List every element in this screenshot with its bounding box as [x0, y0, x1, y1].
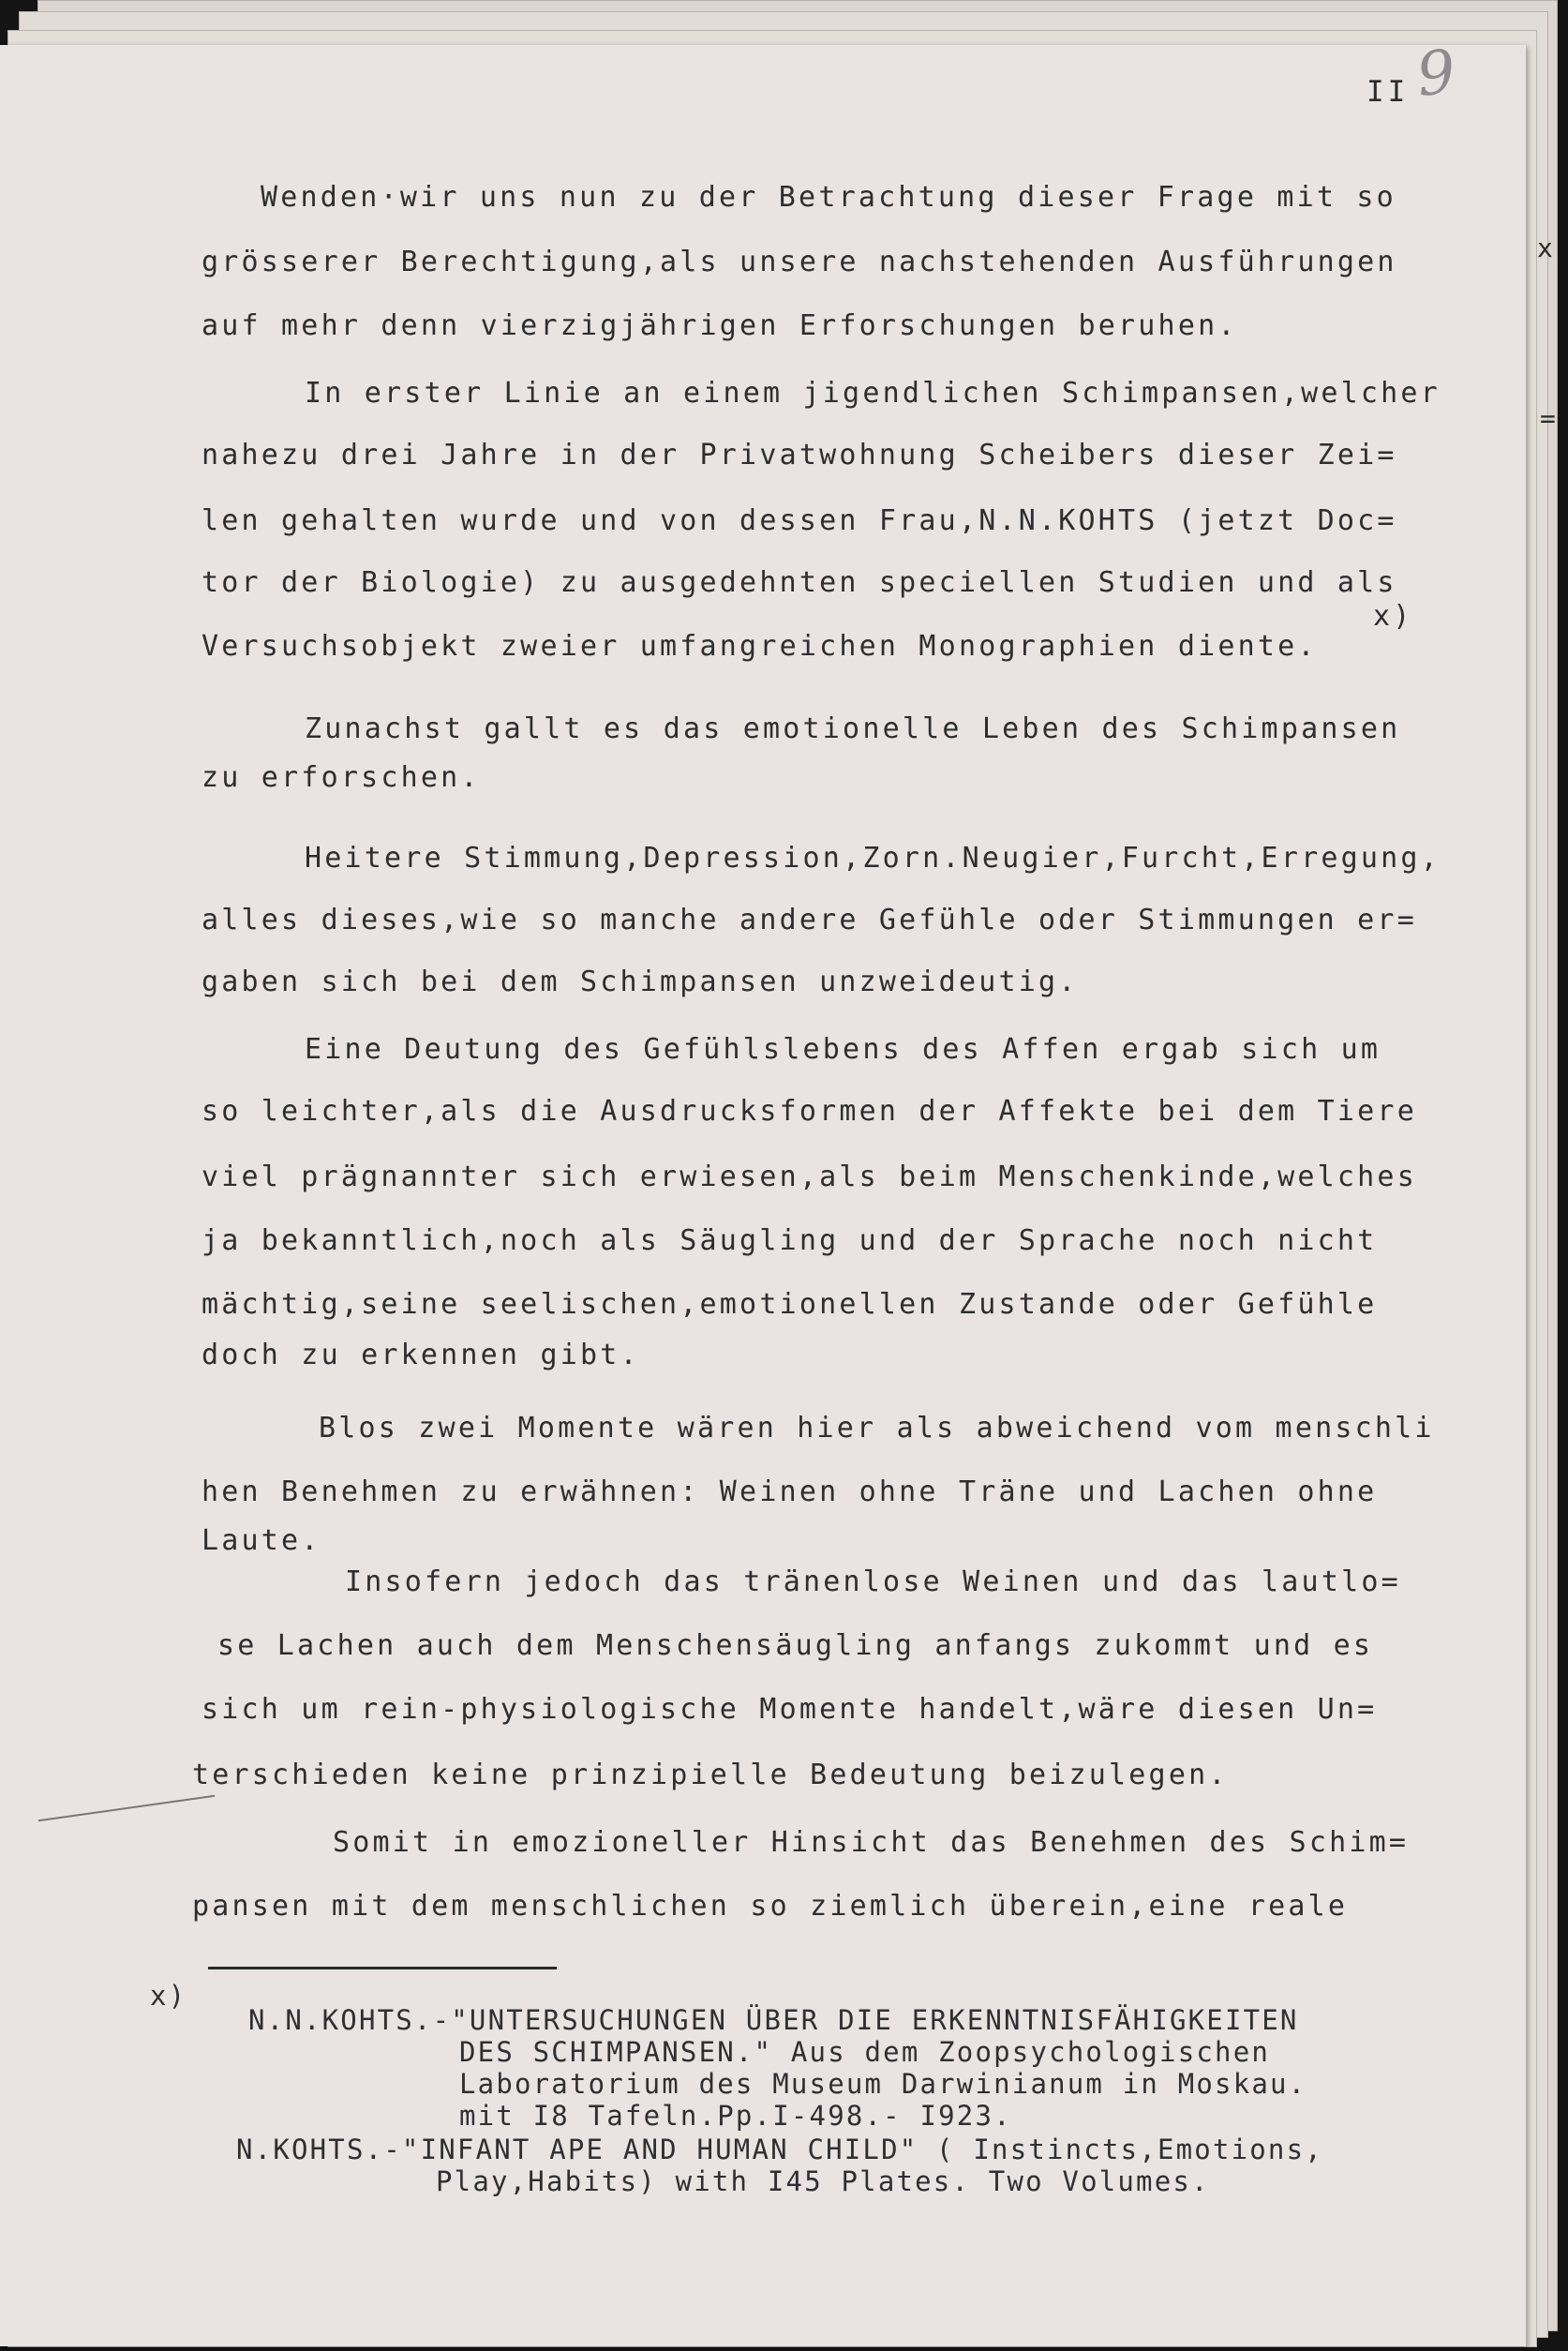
handwritten-page-number: 9 [1413, 37, 1459, 111]
body-line: In erster Linie an einem jigendlichen Schimpansen,welcher [305, 377, 1441, 410]
edge-mark: x [1537, 232, 1553, 263]
body-line: se Lachen auch dem Menschensäugling anfangs zukommt und es [217, 1629, 1374, 1662]
body-line: gaben sich bei dem Schimpansen unzweideutig. [202, 966, 1079, 998]
footnote-line: Laboratorium des Museum Darwinianum in Moskau. [459, 2068, 1307, 2100]
body-line: Zunachst gallt es das emotionelle Leben des Schimpansen [305, 712, 1401, 745]
body-line: nahezu drei Jahre in der Privatwohnung Scheibers dieser Zei= [202, 439, 1397, 472]
body-line: Wenden·wir uns nun zu der Betrachtung dieser Frage mit so [261, 181, 1396, 214]
body-line: pansen mit dem menschlichen so ziemlich überein,eine reale [192, 1890, 1349, 1923]
body-line: Eine Deutung des Gefühlslebens des Affen ergab sich um [305, 1033, 1381, 1066]
body-line: alles dieses,wie so manche andere Gefühle oder Stimmungen er= [202, 904, 1417, 936]
footnote-reference: x) [1373, 600, 1413, 633]
body-line: doch zu erkennen gibt. [202, 1339, 640, 1371]
body-line: viel prägnannter sich erwiesen,als beim Menschenkinde,welches [202, 1161, 1417, 1193]
body-line: Versuchsobjekt zweier umfangreichen Monographien diente. [202, 630, 1318, 663]
body-line: so leichter,als die Ausdrucksformen der Affekte bei dem Tiere [202, 1095, 1417, 1128]
body-line: sich um rein-physiologische Momente handelt,wäre diesen Un= [202, 1693, 1378, 1726]
body-line: mächtig,seine seelischen,emotionellen Zustande oder Gefühle [202, 1288, 1378, 1321]
edge-mark: = [1540, 403, 1556, 434]
footnote-marker: x) [150, 1980, 187, 2012]
footnote-separator [208, 1967, 557, 1969]
body-line: zu erforschen. [202, 761, 481, 794]
body-line: len gehalten wurde und von dessen Frau,N.N.KOHTS (jetzt Doc= [202, 504, 1397, 537]
body-line: hen Benehmen zu erwähnen: Weinen ohne Träne und Lachen ohne [202, 1475, 1378, 1508]
body-line: terschieden keine prinzipielle Bedeutung beizulegen. [192, 1759, 1229, 1791]
body-line: Blos zwei Momente wären hier als abweichend vom menschli [319, 1412, 1435, 1445]
body-line: auf mehr denn vierzigjährigen Erforschungen beruhen. [202, 309, 1238, 342]
body-line: Insofern jedoch das tränenlose Weinen und das lautlo= [345, 1565, 1401, 1598]
footnote-line: N.N.KOHTS.-"UNTERSUCHUNGEN ÜBER DIE ERKENNTNISFÄHIGKEITEN [248, 2004, 1299, 2036]
footnote-line: Play,Habits) with I45 Plates. Two Volumes. [436, 2165, 1210, 2197]
footnote-line: mit I8 Tafeln.Pp.I-498.- I923. [459, 2100, 1012, 2132]
page-number: II [1366, 75, 1410, 109]
body-line: ja bekanntlich,noch als Säugling und der Sprache noch nicht [202, 1224, 1378, 1257]
body-line: tor der Biologie) zu ausgedehnten speciellen Studien und als [202, 566, 1397, 599]
footnote-line: DES SCHIMPANSEN." Aus dem Zoopsychologischen [459, 2036, 1271, 2068]
body-line: Laute. [202, 1524, 321, 1557]
body-line: Heitere Stimmung,Depression,Zorn.Neugier,Furcht,Erregung, [305, 842, 1441, 875]
footnote-line: N.KOHTS.-"INFANT APE AND HUMAN CHILD" ( Instincts,Emotions, [236, 2134, 1323, 2165]
body-line: grösserer Berechtigung,als unsere nachstehenden Ausführungen [202, 246, 1397, 278]
body-line: Somit in emozioneller Hinsicht das Benehmen des Schim= [333, 1826, 1410, 1859]
